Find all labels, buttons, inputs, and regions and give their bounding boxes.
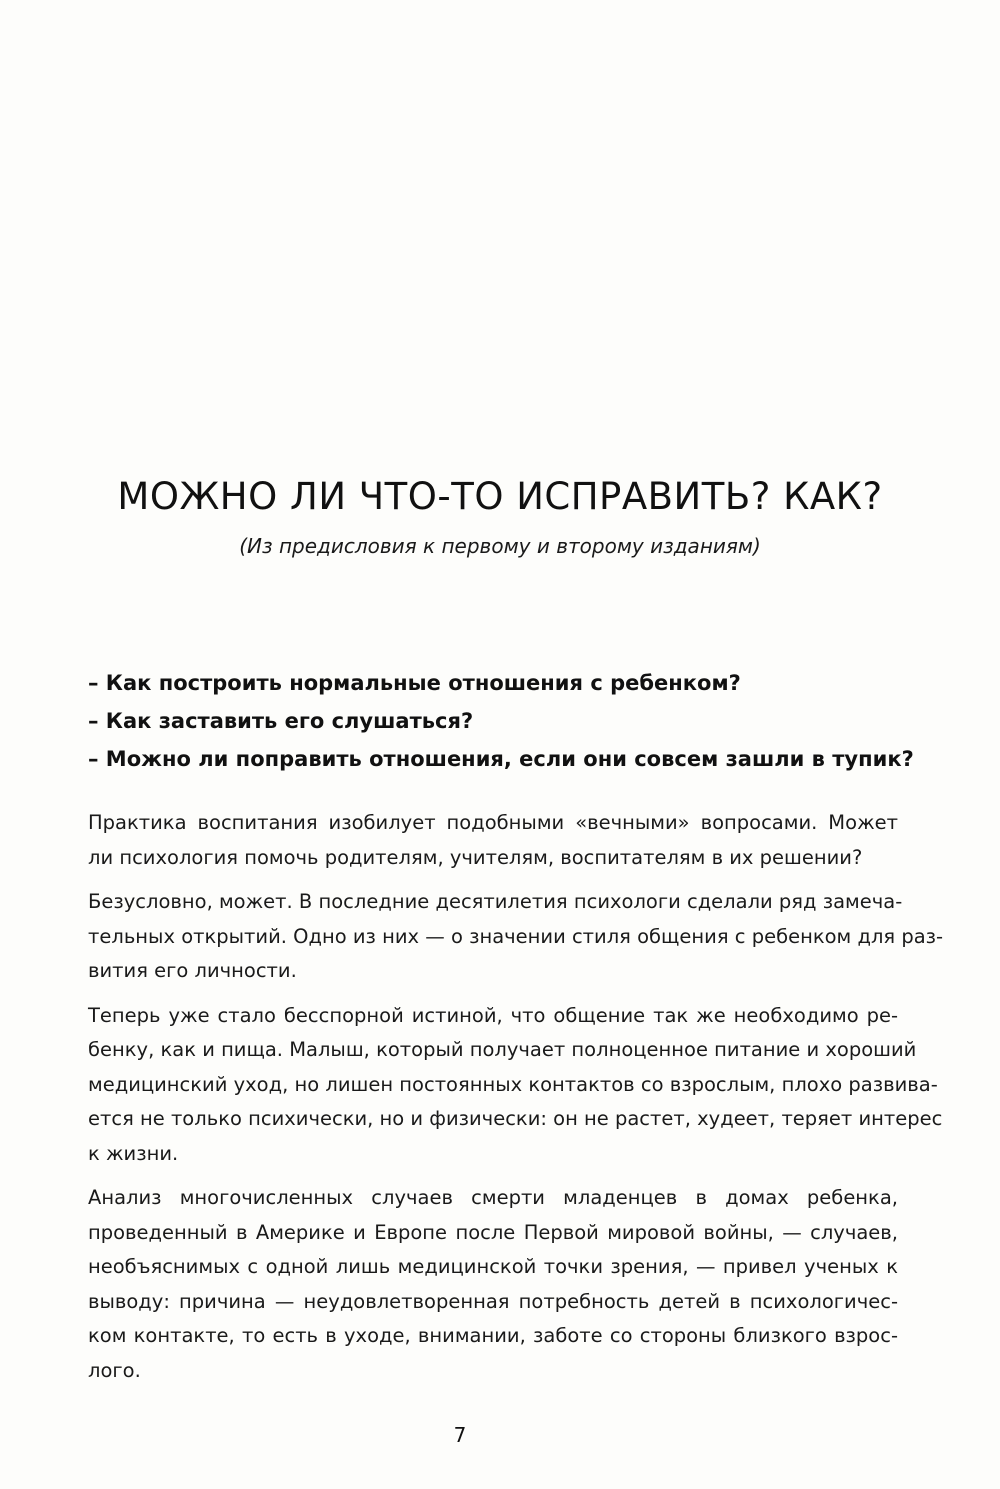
text-line: необъяснимых с одной лишь медицинской точки зрения, — привел ученых к [88, 1255, 898, 1278]
question-list [88, 664, 928, 778]
chapter-subtitle: (Из предисловия к первому и второму изданиям) [239, 534, 761, 558]
text-line: Теперь уже стало бесспорной истиной, что общение так же необходимо ре- [88, 1003, 898, 1027]
paragraph [88, 885, 944, 989]
text-line: Безусловно, может. В последние десятилетия психологи сделали ряд замеча- [88, 890, 903, 913]
text-line: проведенный в Америке и Европе после Первой мировой войны, — случаев, [88, 1220, 898, 1244]
body-text [88, 806, 944, 1398]
text-line: бенку, как и пища. Малыш, который получает полноценное питание и хороший [88, 1038, 917, 1061]
paragraph [88, 806, 898, 875]
text-line: ком контакте, то есть в уходе, внимании, заботе со стороны близкого взрос- [88, 1324, 898, 1347]
text-line: лого. [88, 1358, 141, 1382]
paragraph [88, 999, 943, 1172]
text-line: ли психология помочь родителям, учителям, воспитателям в их решении? [88, 845, 863, 869]
text-line: Анализ многочисленных случаев смерти младенцев в домах ребенка, [88, 1186, 898, 1209]
paragraph [88, 1181, 898, 1388]
text-line: к жизни. [88, 1141, 179, 1165]
question-item: – Можно ли поправить отношения, если они совсем зашли в тупик? [88, 747, 914, 771]
question-item: – Как построить нормальные отношения с ребенком? [88, 671, 741, 695]
text-line: выводу: причина — неудовлетворенная потребность детей в психологичес- [88, 1289, 898, 1313]
text-line: медицинский уход, но лишен постоянных контактов со взрослым, плохо развива- [88, 1072, 938, 1096]
text-line: ется не только психически, но и физически: он не растет, худеет, теряет интерес [88, 1107, 943, 1130]
text-line: Практика воспитания изобилует подобными «вечными» вопросами. Может [88, 811, 898, 834]
chapter-title: МОЖНО ЛИ ЧТО-ТО ИСПРАВИТЬ? КАК? [117, 475, 883, 518]
question-item: – Как заставить его слушаться? [88, 709, 474, 733]
page-number: 7 [453, 1423, 467, 1447]
text-line: тельных открытий. Одно из них — о значении стиля общения с ребенком для раз- [88, 924, 944, 948]
text-line: вития его личности. [88, 959, 297, 982]
